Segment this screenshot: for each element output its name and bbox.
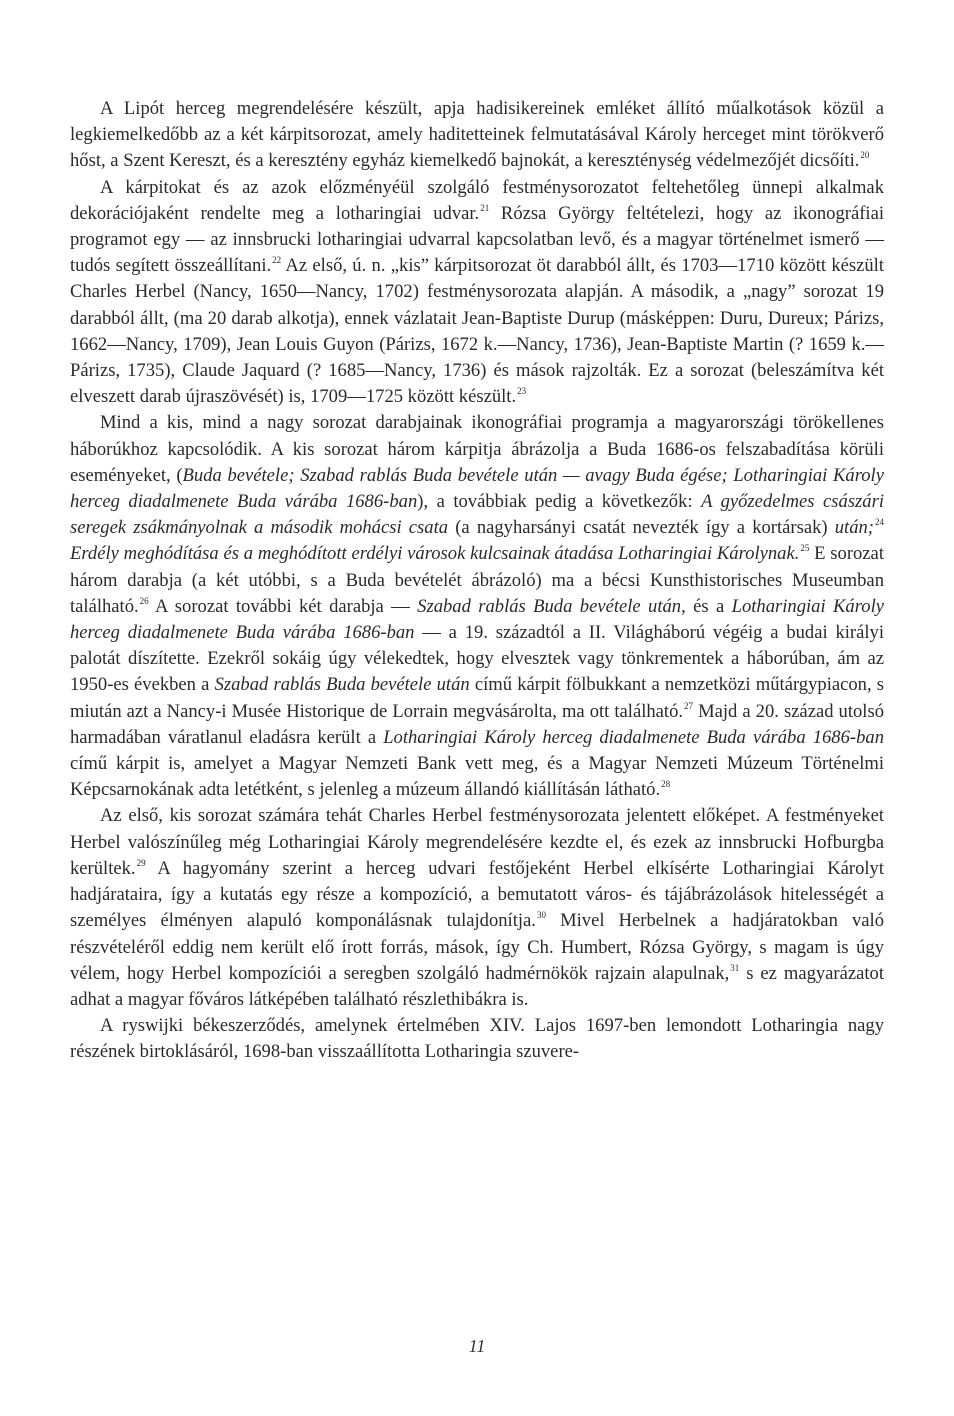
text-body xyxy=(70,96,884,1066)
text-segment: Mivel Herbelnek a hadjáratokban való részvételéről eddig nem került elő írott forrás, mások, így Ch. Humbert, Rózsa György, s magam is úgy vélem, hogy Herbel kompozíciói a seregben szolgáló hadmérnökök rajzain alapulnak, xyxy=(70,910,884,984)
footnote-marker: 30 xyxy=(536,910,546,921)
footnote-marker: 23 xyxy=(517,386,527,397)
page-number: 11 xyxy=(468,1336,486,1356)
text-segment: ), a továbbiak pedig a következők: xyxy=(417,491,702,513)
text-segment: című kárpit fölbukkant a nemzetközi műtárgypiacon, s miután azt a Nancy-i Musée Historique de Lorrain megvásárolta, ma ott található. xyxy=(70,674,885,722)
text-segment: című kárpit is, amelyet a Magyar Nemzeti Bank vett meg, és a Magyar Nemzeti Múzeum Történelmi Képcsarnokának adta letétként, s jelenleg a múzeum állandó kiállításán látható. xyxy=(70,753,884,801)
text-segment: A Lipót herceg megrendelésére készült, apja hadisikereinek emléket állító műalkotások közül a legkiemelkedőbb az a két kárpitsorozat, amely haditetteinek felmutatásával Károly herceget mint törökverő hőst, a Szent Kereszt, és a keresztény egyház kiemelkedő bajnokát, a kereszténység védelmezőjét dicsőíti. xyxy=(70,98,884,172)
italic-title: Buda bevétele; Szabad rablás Buda bevétele után — avagy Buda égése; Lotharingiai Károly herceg diadalmenete Buda várába 1686-ban xyxy=(70,464,884,513)
footnote-marker: 31 xyxy=(730,962,740,973)
text-segment: A hagyomány szerint a herceg udvari festőjeként Herbel elkísérte Lotharingiai Károlyt hadjárataira, így a kutatás egy része a kompozíció, a bemutatott város- és tájábrázolások hitelességét a személyes élményen alapuló komponálásnak tulajdonítja. xyxy=(70,857,884,932)
text-segment: Majd a 20. század utolsó harmadában váratlanul eladásra került a xyxy=(70,700,884,748)
text-segment: és a xyxy=(685,595,732,617)
footnote-marker: 27 xyxy=(684,700,694,711)
footnote-marker: 24 xyxy=(875,517,884,528)
text-segment: s ez magyarázatot adhat a magyar főváros látképében található részlethibákra is. xyxy=(70,962,884,1010)
italic-title: Lotharingiai Károly herceg diadalmenete Buda várába 1686-ban xyxy=(70,595,884,644)
footnote-marker: 29 xyxy=(136,857,146,868)
italic-title: Lotharingiai Károly herceg diadalmenete Buda várába 1686-ban xyxy=(383,726,884,748)
footnote-marker: 20 xyxy=(860,150,870,161)
italic-title: Szabad rablás Buda bevétele után, xyxy=(417,595,686,617)
italic-title: Erdély meghódítása és a meghódított erdélyi városok kulcsainak átadása Lotharingiai Károlynak. xyxy=(70,543,800,565)
footnote-marker: 28 xyxy=(661,779,671,790)
text-segment: (a nagyharsányi csatát nevezték így a kortársak) xyxy=(448,517,835,539)
text-segment: Mind a kis, mind a nagy sorozat darabjainak ikonográfiai programja a magyarországi törökellenes háborúkhoz kapcsolódik. A kis sorozat három kárpitja ábrázolja a Buda 1686-os felszabadítása körüli eseményeket, ( xyxy=(70,412,884,486)
footnote-marker: 22 xyxy=(272,255,282,266)
text-segment: Rózsa György feltételezi, hogy az ikonográfiai programot egy — az innsbrucki lotharingiai udvarral kapcsolatban levő, és a magyar történelmet ismerő — tudós segített összeállítani. xyxy=(70,202,884,277)
text-segment: A kárpitokat és az azok előzményéül szolgáló festménysorozatot feltehetőleg ünnepi alkalmak dekorációjaként rendelte meg a lotharingiai udvar. xyxy=(70,176,884,224)
paragraph xyxy=(70,410,884,803)
text-segment: E sorozat három darabja (a két utóbbi, s a Buda bevételét ábrázoló) ma a bécsi Kunsthistorisches Museumban található. xyxy=(70,543,884,617)
text-segment: A sorozat további két darabja — xyxy=(148,595,418,617)
text-segment: Az első, kis sorozat számára tehát Charles Herbel festménysorozata jelentett előképet. A festményeket Herbel valószínűleg még Lotharingiai Károly megrendelésére kezdte el, és ezek az innsbrucki Hofburgba kerültek. xyxy=(70,805,884,879)
italic-title: Szabad rablás Buda bevétele után xyxy=(214,674,470,696)
text-segment: — a 19. századtól a II. Világháború végéig a budai királyi palotát díszítette. Ezekről sokáig úgy vélekedtek, hogy elvesztek vagy tönkrementek a háborúban, ám az 1950-es években a xyxy=(70,622,884,696)
paragraph xyxy=(70,96,884,175)
text-segment: A ryswijki békeszerződés, amelynek értelmében XIV. Lajos 1697-ben lemondott Lotharingia nagy részének birtoklásáról, 1698-ban visszaállította Lotharingia szuvere- xyxy=(70,1015,884,1063)
paragraph xyxy=(70,175,884,411)
italic-title: után; xyxy=(834,517,874,539)
footnote-marker: 26 xyxy=(139,595,149,606)
text-segment: Az első, ú. n. „kis” kárpitsorozat öt darabból állt, és 1703—1710 között készült Charles Herbel (Nancy, 1650—Nancy, 1702) festménysorozata alapján. A második, a „nagy” sorozat 19 darabból állt, (ma 20 darab alkotja), ennek vázlatait Jean-Baptiste Durup (másképpen: Duru, Dureux; Párizs, 1662—Nancy, 1709), Jean Louis Guyon (Párizs, 1672 k.—Nancy, 1736), Jean-Baptiste Martin (? 1659 k.—Párizs, 1735), Claude Jaquard (? 1685—Nancy, 1736) és mások rajzolták. Ez a sorozat (beleszámítva két elveszett darab újraszövését) is, 1709—1725 között készült. xyxy=(70,255,884,408)
italic-title: A győzedelmes császári seregek zsákmányolnak a második mohácsi csata xyxy=(70,491,884,539)
footnote-marker: 21 xyxy=(480,202,490,213)
paragraph xyxy=(70,803,884,1013)
paragraph xyxy=(70,1013,884,1065)
footnote-marker: 25 xyxy=(800,543,810,554)
